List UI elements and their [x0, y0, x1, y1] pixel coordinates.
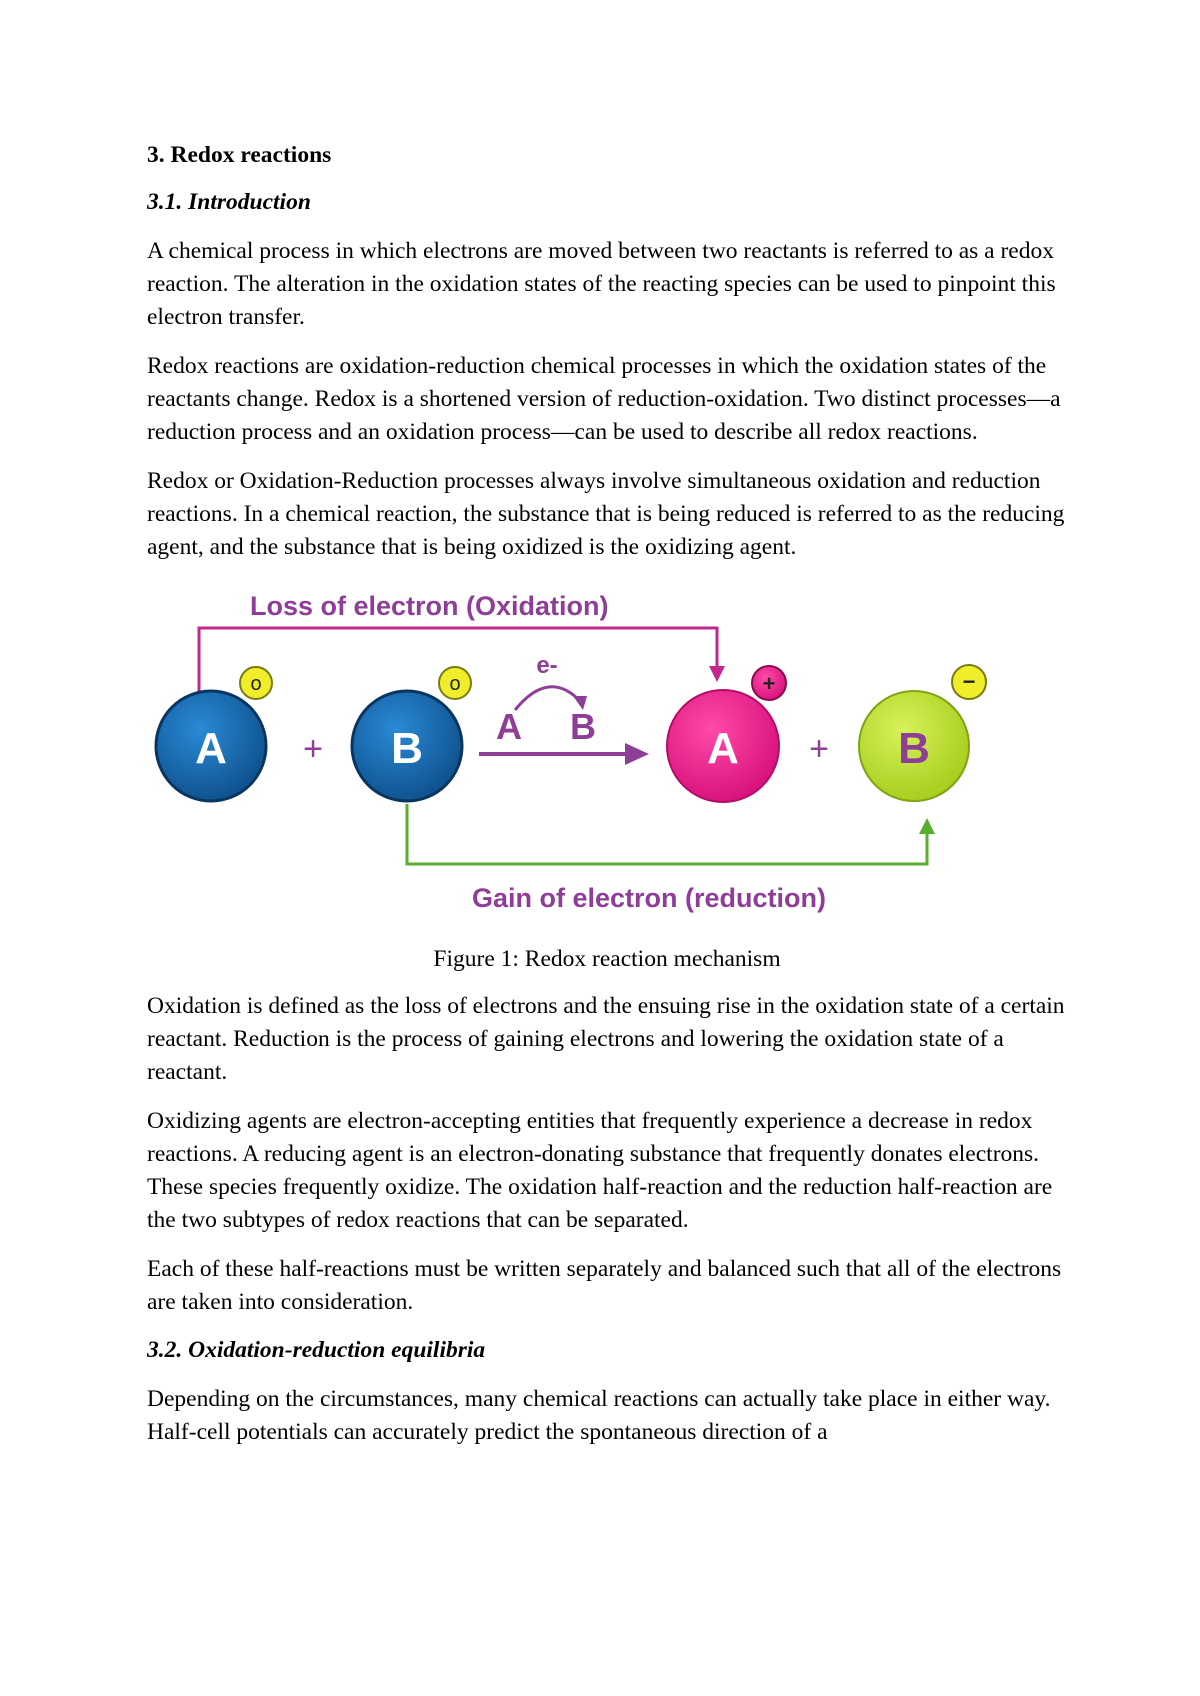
reduction-label: Gain of electron (reduction): [472, 883, 827, 913]
reactant-b-charge: o: [449, 673, 461, 695]
reduction-arrow: [407, 804, 927, 864]
document-page: [147, 140, 1067, 1465]
reduction-arrowhead: [919, 818, 935, 834]
oxidation-label: Loss of electron (Oxidation): [250, 591, 609, 621]
reactant-a-letter: A: [195, 724, 227, 773]
oxidation-arrowhead: [709, 666, 725, 682]
reactant-b-letter: B: [391, 724, 423, 773]
section-title: 3. Redox reactions: [147, 142, 332, 168]
product-b-charge: −: [962, 669, 976, 694]
paragraph: Redox reactions are oxidation-reduction chemical processes in which the oxidation states of the reactants change. Redox is a shortened version of reduction-oxidation. Two distinct processes—a reduction process and an oxidation process—can be used to describe all redox reactions.: [147, 353, 1061, 445]
plus-sign: +: [809, 730, 829, 768]
product-a-charge: +: [762, 671, 776, 696]
product-a-letter: A: [707, 724, 739, 773]
reaction-arrowhead: [625, 743, 649, 765]
equilibria-heading: 3.2. Oxidation-reduction equilibria: [147, 1337, 486, 1363]
figure-caption: Figure 1: Redox reaction mechanism: [433, 946, 781, 972]
paragraph: Oxidation is defined as the loss of electrons and the ensuing rise in the oxidation state of a certain reactant. Reduction is the process of gaining electrons and lowering the oxidation state of a reactant.: [147, 993, 1065, 1085]
arrow-right-letter: B: [570, 706, 596, 747]
reactant-a-charge: o: [250, 673, 262, 695]
electron-label: e-: [536, 652, 558, 679]
intro-heading: 3.1. Introduction: [147, 189, 311, 215]
paragraph: A chemical process in which electrons are moved between two reactants is referred to as a redox reaction. The alteration in the oxidation states of the reacting species can be used to pinpoint this electron transfer.: [147, 238, 1056, 330]
paragraph: Each of these half-reactions must be written separately and balanced such that all of the electrons are taken into consideration.: [147, 1256, 1062, 1315]
paragraph: Redox or Oxidation-Reduction processes always involve simultaneous oxidation and reduction reactions. In a chemical reaction, the substance that is being reduced is referred to as the reducing agent, and the substance that is being oxidized is the oxidizing agent.: [147, 468, 1065, 560]
arrow-left-letter: A: [496, 706, 522, 747]
paragraph: Depending on the circumstances, many chemical reactions can actually take place in either way. Half-cell potentials can accurately predict the spontaneous direction of a: [147, 1386, 1051, 1445]
paragraph: Oxidizing agents are electron-accepting entities that frequently experience a decrease in redox reactions. A reducing agent is an electron-donating substance that frequently donates electrons. These species frequently oxidize. The oxidation half-reaction and the reduction half-reaction are the two subtypes of redox reactions that can be separated.: [147, 1108, 1053, 1233]
product-b-letter: B: [898, 724, 930, 773]
redox-diagram: [137, 578, 1057, 938]
redox-figure: [137, 578, 1057, 938]
plus-sign: +: [303, 730, 323, 768]
